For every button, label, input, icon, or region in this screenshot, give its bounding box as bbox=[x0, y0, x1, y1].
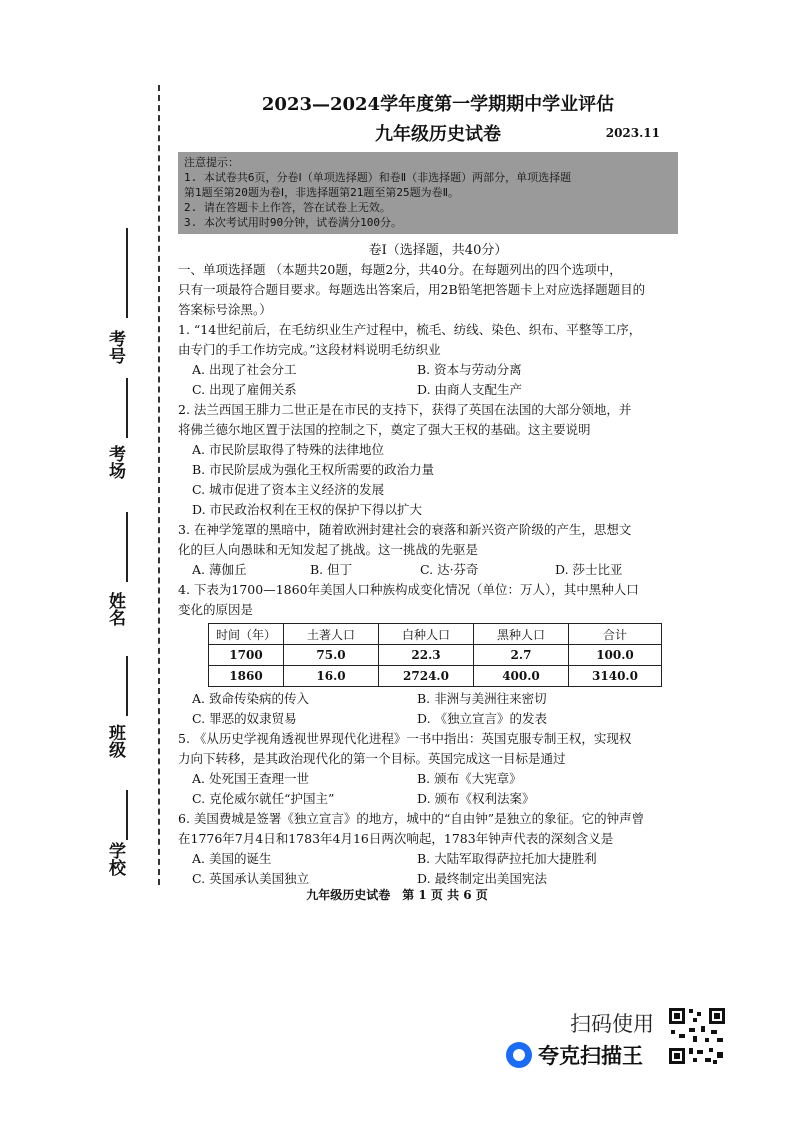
question-2-stem: 2. 法兰西国王腓力二世正是在市民的支持下，获得了英国在法国的大部分领地，并 bbox=[178, 402, 632, 417]
option-a: A. 致命传染病的传入 bbox=[192, 691, 309, 706]
page-footer: 九年级历史试卷 第 1 页 共 6 页 bbox=[306, 888, 488, 902]
table-header: 时间（年） bbox=[209, 624, 284, 645]
option-b: B. 资本与劳动分离 bbox=[417, 362, 522, 377]
fold-line bbox=[158, 85, 160, 885]
table-header: 土著人口 bbox=[284, 624, 379, 645]
table-header: 黑种人口 bbox=[474, 624, 569, 645]
notice-line: 1. 本试卷共6页，分卷Ⅰ（单项选择题）和卷Ⅱ（非选择题）两部分，单项选择题 bbox=[184, 171, 572, 184]
option-c: C. 达·芬奇 bbox=[420, 562, 479, 577]
option-a: A. 薄伽丘 bbox=[192, 562, 247, 577]
option-d: D. 颁布《权利法案》 bbox=[417, 791, 535, 806]
question-3-stem: 化的巨人向愚昧和无知发起了挑战。这一挑战的先驱是 bbox=[178, 542, 479, 557]
part1-title: 卷Ⅰ（选择题，共40分） bbox=[368, 243, 508, 258]
question-2-stem: 将佛兰德尔地区置于法国的控制之下，奠定了强大王权的基础。这主要说明 bbox=[178, 422, 591, 437]
table-cell: 1860 bbox=[209, 666, 284, 687]
notice-line: 3. 本次考试用时90分钟，试卷满分100分。 bbox=[184, 216, 402, 229]
section-instructions: 只有一项最符合题目要求。每题选出答案后，用2B铅笔把答题卡上对应选择题题目的 bbox=[178, 282, 646, 297]
question-6-stem: 6. 美国费城是签署《独立宣言》的地方，城中的“自由钟”是独立的象征。它的钟声曾 bbox=[178, 811, 645, 826]
option-a: A. 出现了社会分工 bbox=[192, 362, 297, 377]
option-b: B. 颁布《大宪章》 bbox=[417, 771, 522, 786]
table-cell: 3140.0 bbox=[569, 666, 662, 687]
binding-line-school bbox=[126, 790, 128, 840]
label-name: 姓名 bbox=[105, 592, 125, 626]
question-5-options bbox=[178, 769, 698, 809]
binding-line-number bbox=[126, 228, 128, 318]
scan-label: 扫码使用 bbox=[570, 1012, 654, 1036]
table-cell: 1700 bbox=[209, 645, 284, 666]
option-b: B. 非洲与美洲往来密切 bbox=[417, 691, 547, 706]
notice-box bbox=[178, 152, 678, 234]
table-row bbox=[209, 645, 662, 666]
exam-content bbox=[178, 90, 698, 889]
question-5-stem: 力向下转移，是其政治现代化的第一个目标。英国完成这一目标是通过 bbox=[178, 751, 566, 766]
option-d: D. 最终制定出美国宪法 bbox=[417, 871, 548, 886]
notice-heading: 注意提示： bbox=[184, 156, 239, 169]
label-number: 考号 bbox=[105, 330, 125, 364]
table-header: 合计 bbox=[569, 624, 662, 645]
question-3-options bbox=[178, 560, 698, 580]
scanner-brand bbox=[506, 1040, 643, 1070]
question-4-stem: 变化的原因是 bbox=[178, 602, 254, 617]
option-d: D. 《独立宣言》的发表 bbox=[417, 711, 548, 726]
question-4-stem: 4. 下表为1700—1860年美国人口种族构成变化情况（单位：万人），其中黑种人口 bbox=[178, 582, 639, 597]
question-5-stem: 5. 《从历史学视角透视世界现代化进程》一书中指出：英国克服专制王权，实现权 bbox=[178, 731, 632, 746]
option-c: C. 英国承认美国独立 bbox=[192, 871, 310, 886]
table-header-row bbox=[209, 624, 662, 645]
option-c: C. 出现了雇佣关系 bbox=[192, 382, 297, 397]
label-room: 考场 bbox=[105, 445, 125, 479]
option-c: C. 城市促进了资本主义经济的发展 bbox=[192, 482, 385, 497]
section-instructions: 答案标号涂黑。） bbox=[178, 302, 272, 317]
question-1-stem: 1. “14世纪前后，在毛纺织业生产过程中，梳毛、纺线、染色、织布、平整等工序， bbox=[178, 322, 642, 337]
option-d: D. 莎士比亚 bbox=[555, 562, 623, 577]
brand-name: 夸克扫描王 bbox=[538, 1044, 643, 1068]
table-cell: 22.3 bbox=[379, 645, 474, 666]
option-b: B. 市民阶层成为强化王权所需要的政治力量 bbox=[192, 462, 435, 477]
option-b: B. 但丁 bbox=[310, 562, 353, 577]
section-instructions: 一、单项选择题 （本题共20题，每题2分，共40分。在每题列出的四个选项中， bbox=[178, 262, 622, 277]
label-class: 班级 bbox=[105, 724, 125, 758]
table-cell: 16.0 bbox=[284, 666, 379, 687]
exam-subtitle bbox=[178, 120, 698, 146]
binding-line-name bbox=[126, 512, 128, 582]
table-header: 白种人口 bbox=[379, 624, 474, 645]
question-1-stem: 由专门的手工作坊完成。”这段材料说明毛纺织业 bbox=[178, 342, 441, 357]
table-row bbox=[209, 666, 662, 687]
notice-line: 第1题至第20题为卷Ⅰ，非选择题第21题至第25题为卷Ⅱ。 bbox=[184, 186, 460, 199]
option-a: A. 处死国王查理一世 bbox=[192, 771, 309, 786]
table-cell: 100.0 bbox=[569, 645, 662, 666]
population-table bbox=[208, 623, 662, 687]
option-b: B. 大陆军取得萨拉托加大捷胜利 bbox=[417, 851, 597, 866]
quark-logo-icon bbox=[506, 1042, 532, 1068]
question-6-stem: 在1776年7月4日和1783年4月16日两次响起，1783年钟声代表的深刻含义是 bbox=[178, 831, 614, 846]
option-c: C. 克伦威尔就任“护国主” bbox=[192, 791, 335, 806]
label-school: 学校 bbox=[105, 842, 125, 876]
table-cell: 400.0 bbox=[474, 666, 569, 687]
question-3-stem: 3. 在神学笼罩的黑暗中，随着欧洲封建社会的衰落和新兴资产阶级的产生，思想文 bbox=[178, 522, 632, 537]
table-cell: 2.7 bbox=[474, 645, 569, 666]
subtitle-text: 九年级历史试卷 bbox=[375, 124, 501, 145]
table-cell: 75.0 bbox=[284, 645, 379, 666]
notice-line: 2. 请在答题卡上作答，答在试卷上无效。 bbox=[184, 201, 391, 214]
binding-line-room bbox=[126, 378, 128, 438]
qr-code-icon[interactable] bbox=[667, 1006, 727, 1066]
option-a: A. 美国的诞生 bbox=[192, 851, 272, 866]
table-cell: 2724.0 bbox=[379, 666, 474, 687]
binding-line-class bbox=[126, 656, 128, 716]
option-a: A. 市民阶层取得了特殊的法律地位 bbox=[192, 442, 384, 457]
option-d: D. 市民政治权利在王权的保护下得以扩大 bbox=[192, 502, 423, 517]
question-6-options bbox=[178, 849, 698, 889]
exam-title: 2023—2024学年度第一学期期中学业评估 bbox=[261, 94, 615, 115]
question-1-options bbox=[178, 360, 698, 400]
option-d: D. 由商人支配生产 bbox=[417, 382, 523, 397]
exam-date: 2023.11 bbox=[605, 126, 660, 140]
option-c: C. 罪恶的奴隶贸易 bbox=[192, 711, 297, 726]
question-4-options bbox=[178, 689, 698, 729]
